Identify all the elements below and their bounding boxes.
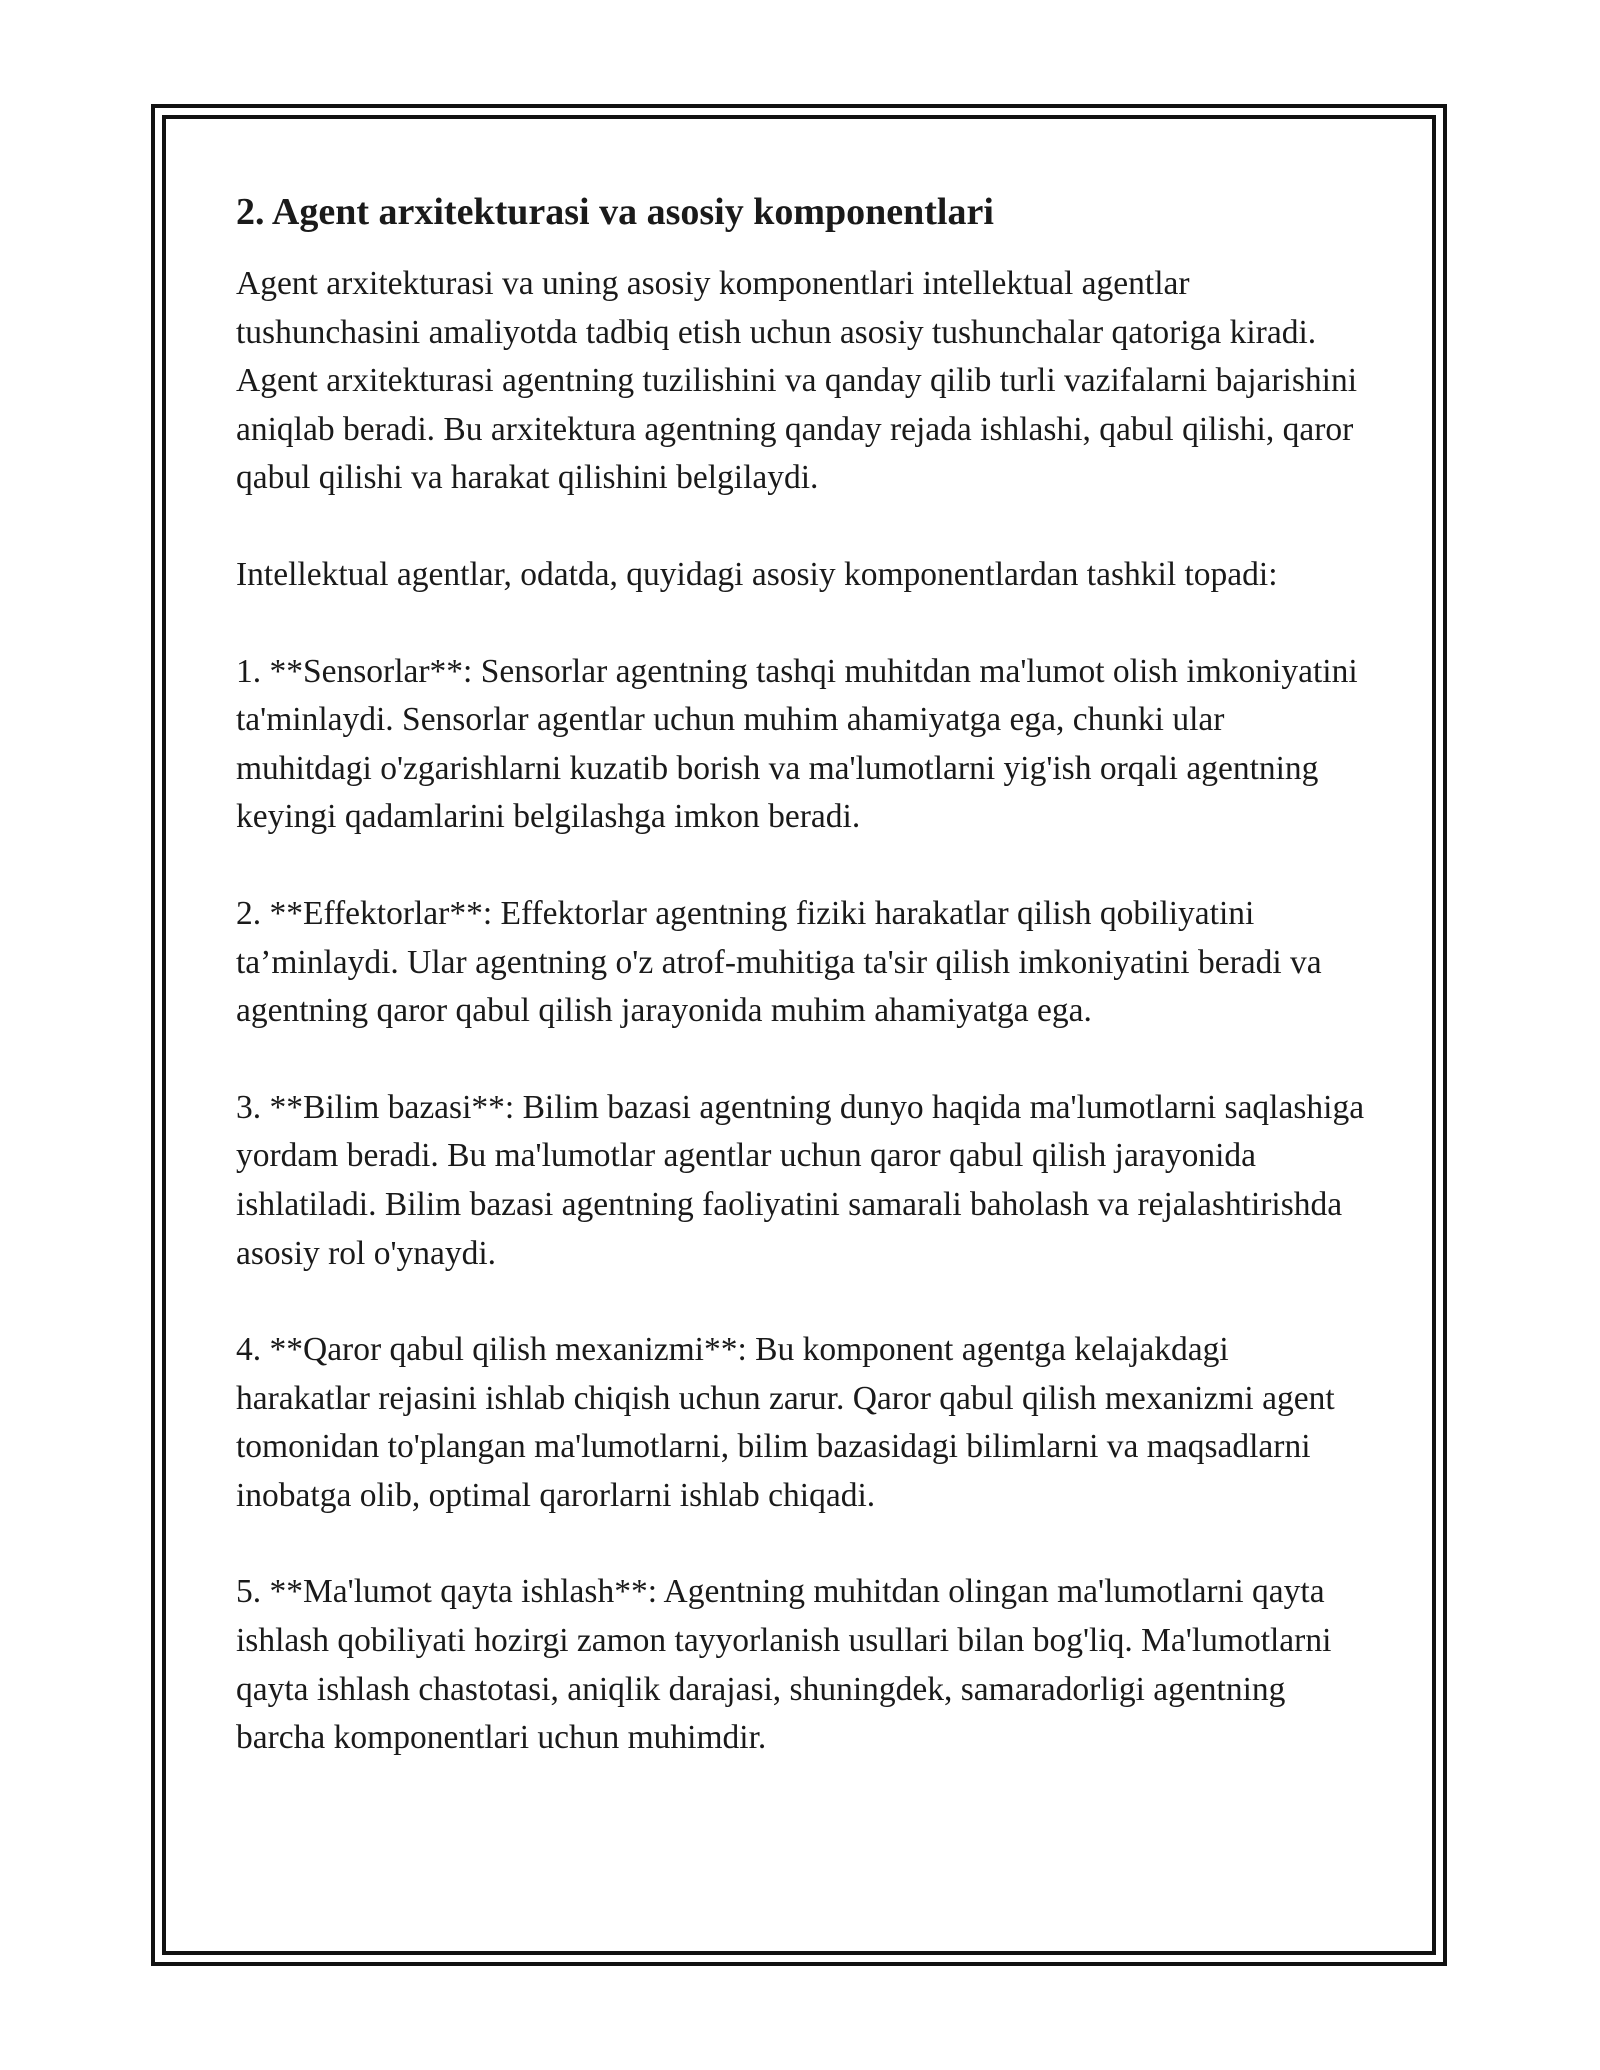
components-lead-paragraph: Intellektual agentlar, odatda, quyidagi asosiy komponentlardan tashkil topadi:	[236, 555, 1278, 593]
list-item-effectors: 2. **Effektorlar**: Effektorlar agentning fiziki harakatlar qilish qobiliyatini ta’minlaydi. Ular agentning o'z atrof-muhitiga ta'sir qilish imkoniyatini beradi va agentning qaror qabul qilish jarayonida muhim ahamiyatga ega.	[236, 894, 1322, 1030]
list-item-knowledge-base: 3. **Bilim bazasi**: Bilim bazasi agentning dunyo haqida ma'lumotlarni saqlashiga yordam beradi. Bu ma'lumotlar agentlar uchun qaror qabul qilish jarayonida ishlatiladi. Bilim bazasi agentning faoliyatini samarali baholash va rejalashtirishda asosiy rol o'ynaydi.	[236, 1088, 1365, 1272]
list-item-data-processing: 5. **Ma'lumot qayta ishlash**: Agentning muhitdan olingan ma'lumotlarni qayta ishlash qobiliyati hozirgi zamon tayyorlanish usullari bilan bog'liq. Ma'lumotlarni qayta ishlash chastotasi, aniqlik darajasi, shuningdek, samaradorligi agentning barcha komponentlari uchun muhimdir.	[236, 1573, 1332, 1757]
document-body	[236, 186, 1366, 1811]
list-item-sensors: 1. **Sensorlar**: Sensorlar agentning tashqi muhitdan ma'lumot olish imkoniyatini ta'minlaydi. Sensorlar agentlar uchun muhim ahamiyatga ega, chunki ular muhitdagi o'zgarishlarni kuzatib borish va ma'lumotlarni yig'ish orqali agentning keyingi qadamlarini belgilashga imkon beradi.	[236, 652, 1358, 836]
section-heading: 2. Agent arxitekturasi va asosiy komponentlari	[236, 191, 994, 233]
intro-paragraph: Agent arxitekturasi va uning asosiy komponentlari intellektual agentlar tushunchasini amaliyotda tadbiq etish uchun asosiy tushunchalar qatoriga kiradi. Agent arxitekturasi agentning tuzilishini va qanday qilib turli vazifalarni bajarishini aniqlab beradi. Bu arxitektura agentning qanday rejada ishlashi, qabul qilishi, qaror qabul qilishi va harakat qilishini belgilaydi.	[236, 265, 1358, 497]
list-item-decision-mechanism: 4. **Qaror qabul qilish mexanizmi**: Bu komponent agentga kelajakdagi harakatlar rejasini ishlab chiqish uchun zarur. Qaror qabul qilish mexanizmi agent tomonidan to'plangan ma'lumotlarni, bilim bazasidagi bilimlarni va maqsadlarni inobatga olib, optimal qarorlarni ishlab chiqadi.	[236, 1331, 1335, 1514]
